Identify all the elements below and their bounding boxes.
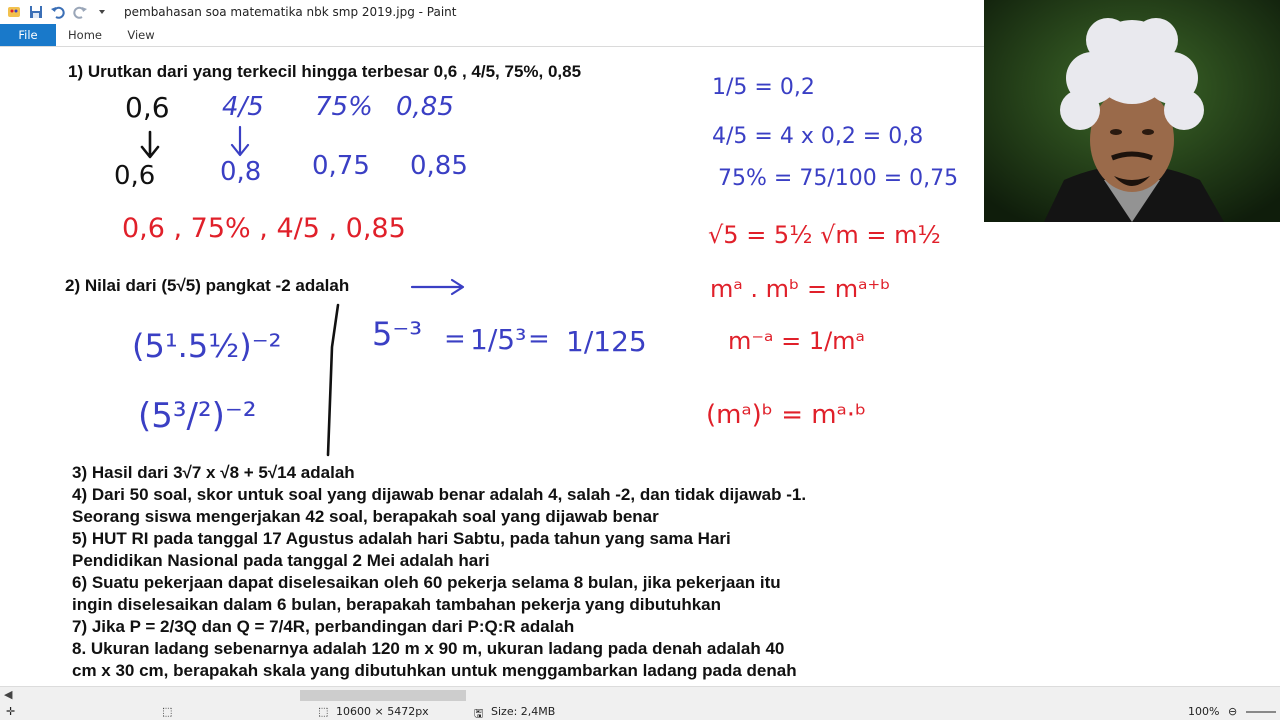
hw-q2-result-0: 5⁻³ [372,315,423,353]
undo-icon[interactable] [50,4,66,20]
question-2: 2) Nilai dari (5√5) pangkat -2 adalah [65,276,350,295]
hw-row1-3: 0,85 [396,92,454,122]
vertical-divider [328,305,338,455]
hw-row2-3: 0,85 [410,151,468,181]
question-list [72,462,806,682]
presenter-video [984,0,1280,222]
scroll-left-icon[interactable]: ◀ [4,689,13,701]
handwriting-layer [0,47,984,457]
hw-rule-2: m⁻ᵃ = 1/mᵃ [728,327,865,355]
hw-q2-result-4: 1/125 [566,325,647,358]
image-dimensions: 10600 × 5472px [336,705,429,718]
hw-row2-2: 0,75 [312,151,370,181]
arrow-down-2 [232,127,248,155]
question-line: 5) HUT RI pada tanggal 17 Agustus adalah hari Sabtu, pada tahun yang sama Hari [72,529,731,548]
window-title: pembahasan soa matematika nbk smp 2019.jpg - Paint [124,5,457,19]
hw-rule-0: √5 = 5½ √m = m½ [708,221,941,249]
paint-app-icon[interactable] [6,4,22,20]
question-line: Seorang siswa mengerjakan 42 soal, berapakah soal yang dijawab benar [72,507,659,526]
paint-canvas[interactable] [0,47,984,687]
hw-row2-0: 0,6 [114,161,156,191]
arrow-down-1 [142,132,158,157]
zoom-level: 100% [1188,705,1220,718]
file-size: Size: 2,4MB [491,705,556,718]
right-canvas-area [984,222,1280,687]
question-line: 6) Suatu pekerjaan dapat diselesaikan oleh 60 pekerja selama 8 bulan, jika pekerjaan itu [72,573,781,592]
image-size-icon: ⬚ [318,705,329,718]
hw-side-note-2: 75% = 75/100 = 0,75 [718,166,959,191]
zoom-out-button[interactable]: ⊖ [1228,705,1238,718]
tab-file[interactable]: File [0,24,56,46]
status-bar [0,704,1280,720]
save-icon[interactable] [28,4,44,20]
question-line: 7) Jika P = 2/3Q dan Q = 7/4R, perbandingan dari P:Q:R adalah [72,617,575,636]
hw-side-note-1: 4/5 = 4 x 0,2 = 0,8 [712,124,924,149]
arrow-right [412,280,463,294]
hw-q2-left-top: (5¹.5½)⁻² [132,327,282,365]
webcam-overlay [984,0,1280,222]
hw-row2-1: 0,8 [220,157,262,187]
hw-q2-left-bottom: (5³/²)⁻² [138,396,257,436]
hw-row1-1: 4/5 [222,92,264,122]
customize-toolbar-icon[interactable] [94,4,110,20]
hw-q2-result-1: = [444,324,466,354]
title-bar [0,0,984,24]
question-line: 4) Dari 50 soal, skor untuk soal yang dijawab benar adalah 4, salah -2, dan tidak dijawab -1. [72,485,807,504]
question-1: 1) Urutkan dari yang terkecil hingga terbesar 0,6 , 4/5, 75%, 0,85 [68,62,582,81]
hw-q2-result-2: 1/5³ [470,323,527,356]
hw-rule-3: (mᵃ)ᵇ = mᵃ·ᵇ [706,400,867,430]
cursor-position-icon: ✛ [6,705,16,718]
question-line: ingin diselesaikan dalam 6 bulan, berapakah tambahan pekerja yang dibutuhkan [72,595,722,614]
tab-view[interactable]: View [127,28,155,42]
ribbon [0,24,984,47]
file-size-icon: 🖫 [474,707,484,720]
hw-sorted-answer: 0,6 , 75% , 4/5 , 0,85 [122,213,406,244]
question-line: Pendidikan Nasional pada tanggal 2 Mei adalah hari [72,551,490,570]
question-line: 3) Hasil dari 3√7 x √8 + 5√14 adalah [72,463,355,482]
selection-size-icon: ⬚ [162,705,173,718]
scroll-thumb[interactable] [300,690,466,701]
hw-row1-0: 0,6 [125,91,170,124]
redo-icon[interactable] [72,4,88,20]
hw-rule-1: mᵃ . mᵇ = mᵃ⁺ᵇ [710,275,891,303]
question-line: 8. Ukuran ladang sebenarnya adalah 120 m x 90 m, ukuran ladang pada denah adalah 40 [72,639,785,658]
hw-row1-2: 75% [315,92,373,122]
hw-q2-result-3: = [528,324,550,354]
horizontal-scrollbar[interactable] [0,686,1280,704]
question-line: cm x 30 cm, berapakah skala yang dibutuhkan untuk menggambarkan ladang pada denah [72,661,797,680]
zoom-slider[interactable] [1246,711,1276,713]
tab-home[interactable]: Home [68,28,102,42]
hw-side-note-0: 1/5 = 0,2 [712,75,815,100]
